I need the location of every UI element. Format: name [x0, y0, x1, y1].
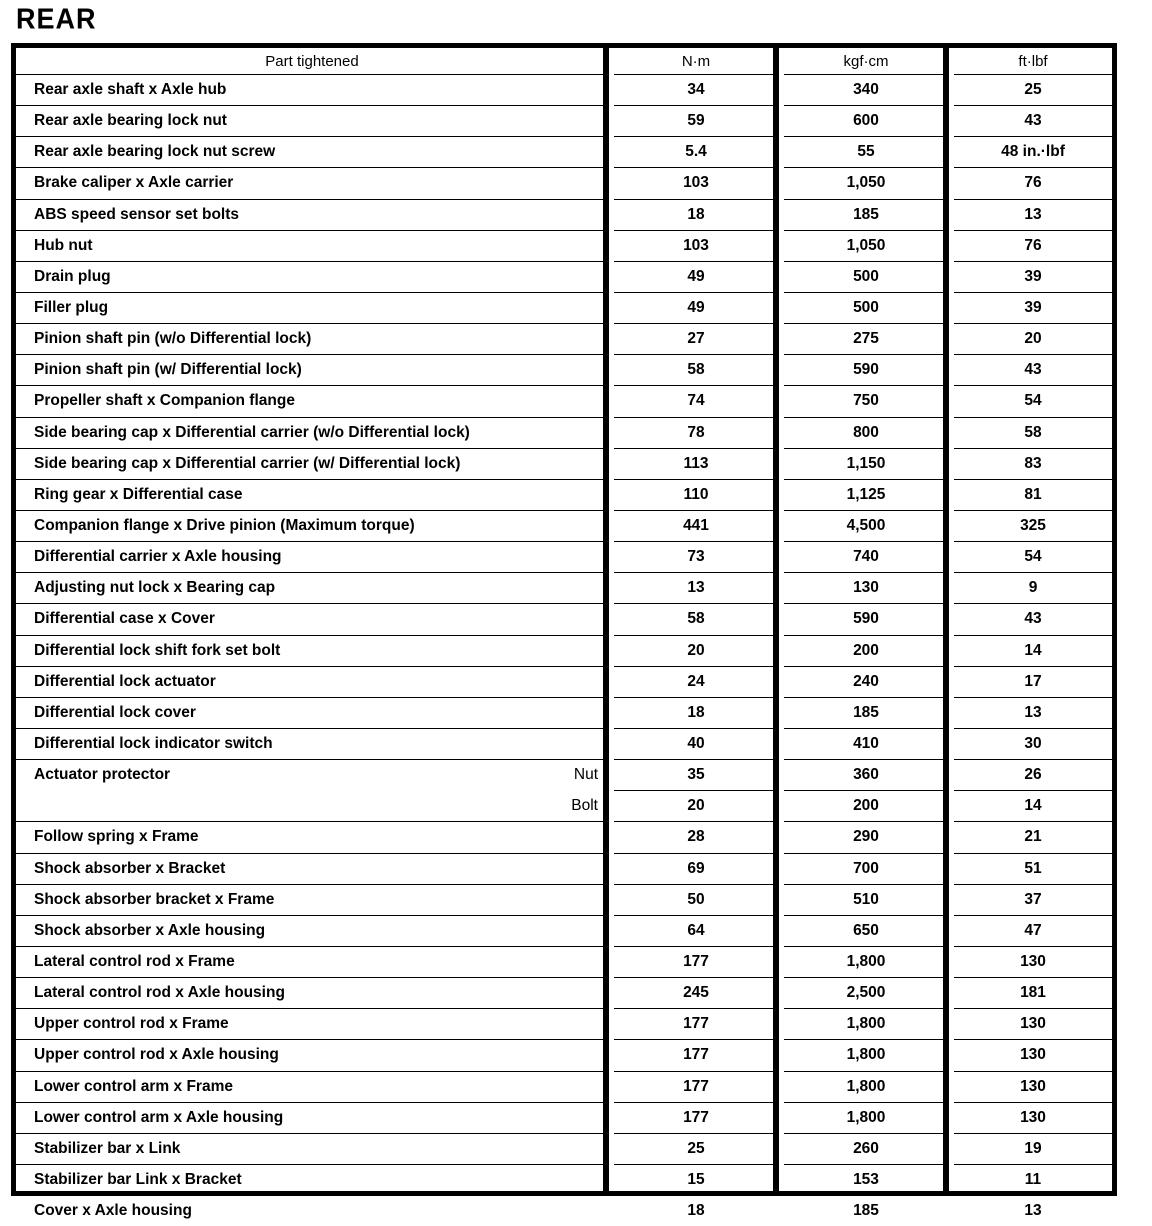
nm-cell: 40 — [614, 728, 778, 759]
kgf-cell: 130 — [784, 573, 948, 604]
kgf-cell: 800 — [784, 417, 948, 448]
part-cell: ABS speed sensor set bolts — [16, 199, 608, 230]
part-cell: Differential lock actuator — [16, 666, 608, 697]
kgf-cell: 2,500 — [784, 978, 948, 1009]
part-cell — [16, 791, 358, 822]
kgf-cell: 360 — [784, 760, 948, 791]
nm-cell: 177 — [614, 1071, 778, 1102]
ft-cell: 76 — [954, 230, 1112, 261]
ft-cell: 130 — [954, 1102, 1112, 1133]
part-cell: Differential case x Cover — [16, 604, 608, 635]
nm-cell: 441 — [614, 510, 778, 541]
nm-cell: 18 — [614, 199, 778, 230]
part-cell: Stabilizer bar x Link — [16, 1133, 608, 1164]
nm-cell: 103 — [614, 168, 778, 199]
kgf-cell: 590 — [784, 604, 948, 635]
ft-cell: 325 — [954, 510, 1112, 541]
kgf-cell: 1,800 — [784, 1071, 948, 1102]
nm-cell: 177 — [614, 1102, 778, 1133]
part-cell: Differential lock cover — [16, 697, 608, 728]
kgf-cell: 1,050 — [784, 230, 948, 261]
ft-cell: 130 — [954, 1040, 1112, 1071]
header-kgf: kgf·cm — [784, 48, 948, 75]
nm-cell: 49 — [614, 292, 778, 323]
ft-cell: 130 — [954, 1071, 1112, 1102]
ft-cell: 26 — [954, 760, 1112, 791]
part-cell: Rear axle shaft x Axle hub — [16, 75, 608, 106]
ft-cell: 43 — [954, 604, 1112, 635]
vertical-rule — [603, 48, 609, 1191]
nm-cell: 73 — [614, 542, 778, 573]
ft-cell: 13 — [954, 199, 1112, 230]
part-cell: Differential lock shift fork set bolt — [16, 635, 608, 666]
nm-cell: 64 — [614, 915, 778, 946]
part-cell: Upper control rod x Axle housing — [16, 1040, 608, 1071]
header-part: Part tightened — [16, 48, 608, 75]
part-cell: Adjusting nut lock x Bearing cap — [16, 573, 608, 604]
part-cell: Lower control arm x Frame — [16, 1071, 608, 1102]
nm-cell: 103 — [614, 230, 778, 261]
torque-table-frame — [11, 43, 1117, 1220]
part-cell: Follow spring x Frame — [16, 822, 608, 853]
nm-cell: 58 — [614, 604, 778, 635]
ft-cell: 51 — [954, 853, 1112, 884]
part-cell: Differential carrier x Axle housing — [16, 542, 608, 573]
ft-cell: 48 in.·lbf — [954, 137, 1112, 168]
ft-cell: 58 — [954, 417, 1112, 448]
nm-cell: 78 — [614, 417, 778, 448]
kgf-cell: 200 — [784, 635, 948, 666]
vertical-rule — [773, 48, 779, 1191]
part-cell: Pinion shaft pin (w/o Differential lock) — [16, 324, 608, 355]
nm-cell: 20 — [614, 635, 778, 666]
nm-cell: 69 — [614, 853, 778, 884]
part-cell: Actuator protector — [34, 766, 171, 784]
part-cell: Rear axle bearing lock nut screw — [16, 137, 608, 168]
kgf-cell: 1,125 — [784, 479, 948, 510]
part-cell: Hub nut — [16, 230, 608, 261]
kgf-cell: 1,050 — [784, 168, 948, 199]
part-sub-cell: Nut — [573, 766, 598, 784]
kgf-cell: 275 — [784, 324, 948, 355]
ft-cell: 39 — [954, 261, 1112, 292]
kgf-cell: 240 — [784, 666, 948, 697]
part-cell: Rear axle bearing lock nut — [16, 106, 608, 137]
nm-cell: 27 — [614, 324, 778, 355]
nm-cell: 245 — [614, 978, 778, 1009]
ft-cell: 81 — [954, 479, 1112, 510]
ft-cell: 14 — [954, 791, 1112, 822]
kgf-cell: 185 — [784, 199, 948, 230]
ft-cell: 21 — [954, 822, 1112, 853]
ft-cell: 43 — [954, 106, 1112, 137]
ft-cell: 20 — [954, 324, 1112, 355]
part-cell: Shock absorber x Bracket — [16, 853, 608, 884]
nm-cell: 177 — [614, 946, 778, 977]
ft-cell: 9 — [954, 573, 1112, 604]
nm-cell: 35 — [614, 760, 778, 791]
header-nm: N·m — [614, 48, 778, 75]
kgf-cell: 200 — [784, 791, 948, 822]
nm-cell: 15 — [614, 1164, 778, 1195]
kgf-cell: 650 — [784, 915, 948, 946]
nm-cell: 177 — [614, 1040, 778, 1071]
kgf-cell: 4,500 — [784, 510, 948, 541]
kgf-cell: 260 — [784, 1133, 948, 1164]
part-cell: Pinion shaft pin (w/ Differential lock) — [16, 355, 608, 386]
part-cell: Companion flange x Drive pinion (Maximum torque) — [16, 510, 608, 541]
nm-cell: 74 — [614, 386, 778, 417]
kgf-cell: 500 — [784, 261, 948, 292]
nm-cell: 177 — [614, 1009, 778, 1040]
table-row — [16, 1196, 1112, 1226]
part-sub-cell: Bolt — [358, 791, 608, 822]
kgf-cell: 410 — [784, 728, 948, 759]
kgf-cell: 1,800 — [784, 1102, 948, 1133]
nm-cell: 5.4 — [614, 137, 778, 168]
kgf-cell: 1,800 — [784, 1040, 948, 1071]
part-cell: Drain plug — [16, 261, 608, 292]
kgf-cell: 55 — [784, 137, 948, 168]
nm-cell: 25 — [614, 1133, 778, 1164]
nm-cell: 20 — [614, 791, 778, 822]
ft-cell: 19 — [954, 1133, 1112, 1164]
page-title: REAR — [16, 3, 97, 35]
kgf-cell: 510 — [784, 884, 948, 915]
nm-cell: 110 — [614, 479, 778, 510]
kgf-cell: 1,800 — [784, 946, 948, 977]
ft-cell: 37 — [954, 884, 1112, 915]
part-cell: Shock absorber bracket x Frame — [16, 884, 608, 915]
nm-cell: 34 — [614, 75, 778, 106]
part-cell: Side bearing cap x Differential carrier (w/ Differential lock) — [16, 448, 608, 479]
nm-cell: 113 — [614, 448, 778, 479]
nm-cell: 49 — [614, 261, 778, 292]
kgf-cell: 740 — [784, 542, 948, 573]
ft-cell: 130 — [954, 946, 1112, 977]
ft-cell: 11 — [954, 1164, 1112, 1195]
ft-cell: 13 — [954, 697, 1112, 728]
ft-cell: 39 — [954, 292, 1112, 323]
nm-cell: 59 — [614, 106, 778, 137]
nm-cell: 24 — [614, 666, 778, 697]
nm-cell: 58 — [614, 355, 778, 386]
part-cell: Shock absorber x Axle housing — [16, 915, 608, 946]
kgf-cell: 1,150 — [784, 448, 948, 479]
ft-cell: 30 — [954, 728, 1112, 759]
kgf-cell: 750 — [784, 386, 948, 417]
kgf-cell: 340 — [784, 75, 948, 106]
ft-cell: 181 — [954, 978, 1112, 1009]
nm-cell: 13 — [614, 573, 778, 604]
kgf-cell: 185 — [784, 697, 948, 728]
kgf-cell: 500 — [784, 292, 948, 323]
nm-cell: 50 — [614, 884, 778, 915]
ft-cell: 14 — [954, 635, 1112, 666]
ft-cell: 83 — [954, 448, 1112, 479]
vertical-rule — [943, 48, 949, 1191]
part-cell: Lateral control rod x Axle housing — [16, 978, 608, 1009]
ft-cell: 130 — [954, 1009, 1112, 1040]
header-ft: ft·lbf — [954, 48, 1112, 75]
kgf-cell: 590 — [784, 355, 948, 386]
ft-cell: 54 — [954, 542, 1112, 573]
kgf-cell: 290 — [784, 822, 948, 853]
part-cell: Lateral control rod x Frame — [16, 946, 608, 977]
nm-cell: 28 — [614, 822, 778, 853]
ft-cell: 47 — [954, 915, 1112, 946]
ft-cell: 76 — [954, 168, 1112, 199]
ft-cell: 13 — [1024, 1202, 1042, 1220]
part-cell: Cover x Axle housing — [34, 1202, 192, 1220]
ft-cell: 25 — [954, 75, 1112, 106]
kgf-cell: 1,800 — [784, 1009, 948, 1040]
ft-cell: 43 — [954, 355, 1112, 386]
part-cell: Upper control rod x Frame — [16, 1009, 608, 1040]
part-cell: Propeller shaft x Companion flange — [16, 386, 608, 417]
nm-cell: 18 — [687, 1202, 705, 1220]
nm-cell: 18 — [614, 697, 778, 728]
kgf-cell: 185 — [853, 1202, 879, 1220]
kgf-cell: 153 — [784, 1164, 948, 1195]
part-cell: Brake caliper x Axle carrier — [16, 168, 608, 199]
kgf-cell: 600 — [784, 106, 948, 137]
part-cell: Filler plug — [16, 292, 608, 323]
kgf-cell: 700 — [784, 853, 948, 884]
ft-cell: 54 — [954, 386, 1112, 417]
part-cell: Stabilizer bar Link x Bracket — [16, 1164, 608, 1195]
part-cell: Lower control arm x Axle housing — [16, 1102, 608, 1133]
ft-cell: 17 — [954, 666, 1112, 697]
part-cell: Side bearing cap x Differential carrier (w/o Differential lock) — [16, 417, 608, 448]
part-cell: Ring gear x Differential case — [16, 479, 608, 510]
part-cell: Differential lock indicator switch — [16, 728, 608, 759]
